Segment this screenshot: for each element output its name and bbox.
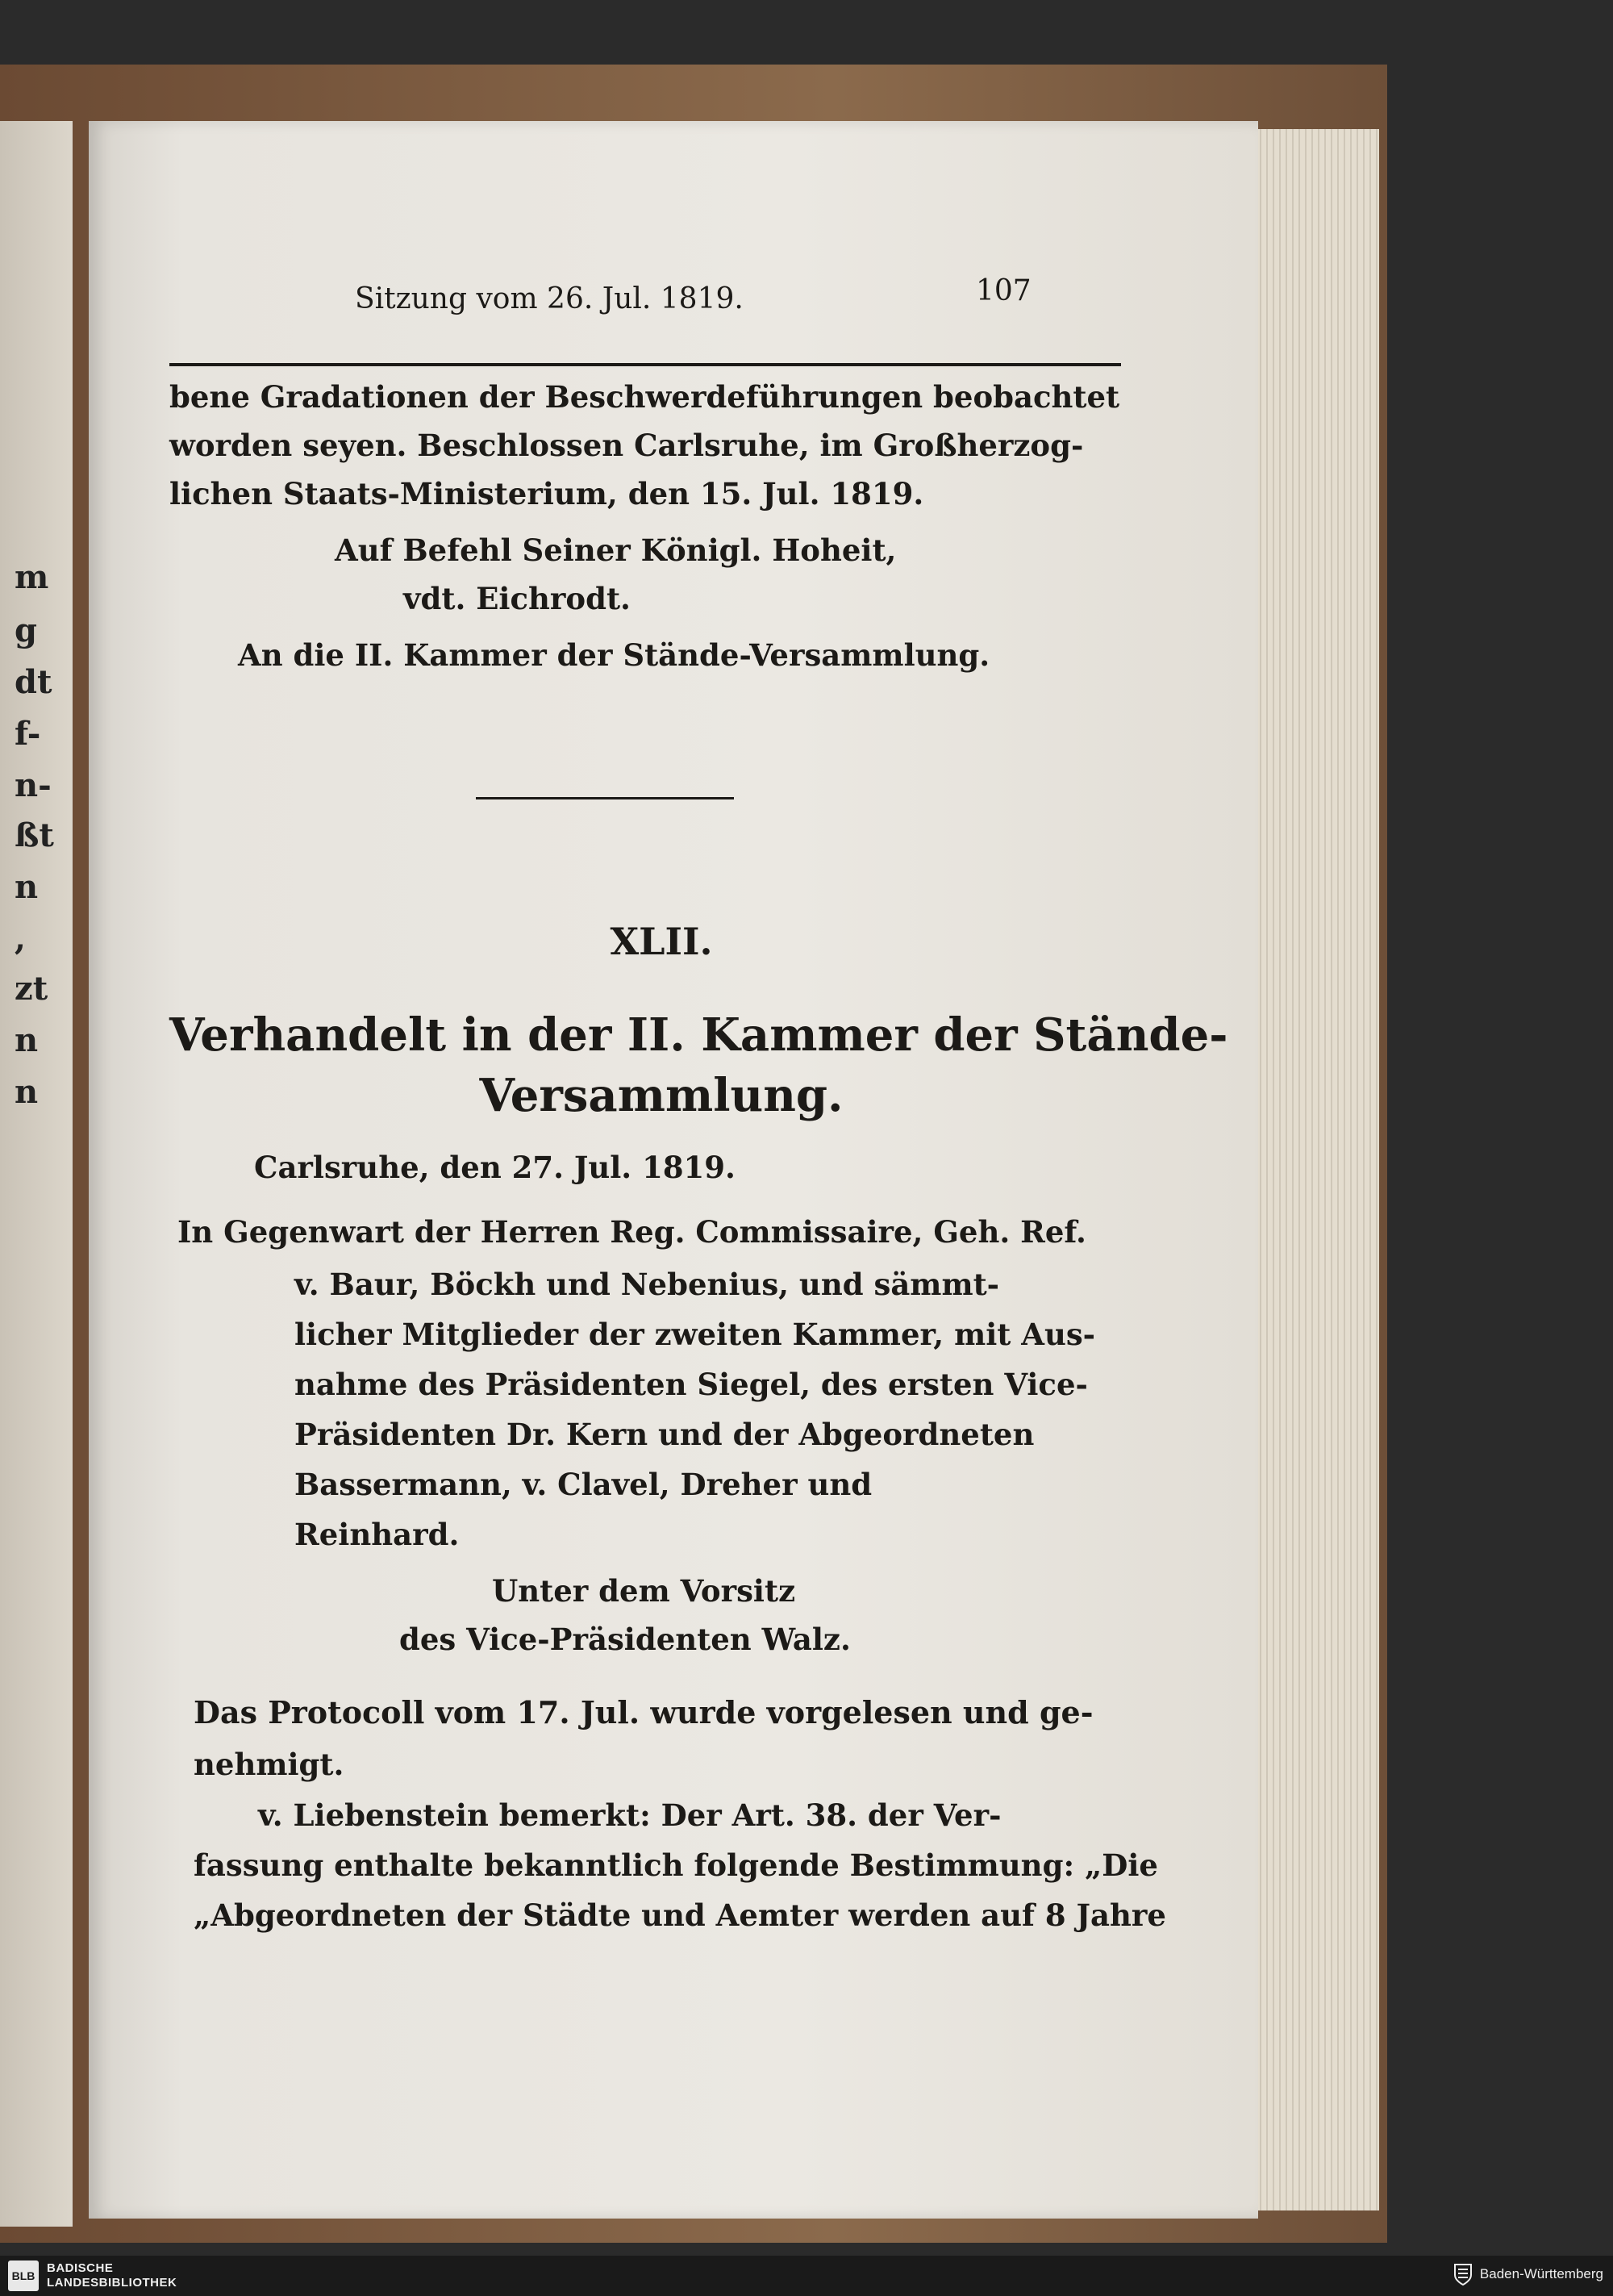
chair-line: des Vice-Präsidenten Walz.: [399, 1622, 851, 1657]
viewer-footer-bar: [0, 2256, 1613, 2296]
library-name-line1: BADISCHE: [47, 2261, 114, 2275]
left-fragment: zt: [15, 970, 48, 1008]
body-line: „Abgeordneten der Städte und Aemter werden auf 8 Jahre: [194, 1897, 1166, 1933]
presence-line: Bassermann, v. Clavel, Dreher und: [294, 1467, 873, 1502]
body-line: Das Protocoll vom 17. Jul. wurde vorgelesen und ge-: [194, 1694, 1094, 1730]
body-line: v. Liebenstein bemerkt: Der Art. 38. der Ver-: [258, 1797, 1002, 1833]
left-fragment: ,: [15, 920, 26, 958]
place-date: Carlsruhe, den 27. Jul. 1819.: [254, 1150, 736, 1185]
body-line: nehmigt.: [194, 1747, 344, 1782]
left-fragment: n: [15, 868, 39, 906]
left-fragment: m: [15, 558, 49, 596]
left-fragment: ßt: [15, 816, 54, 854]
left-fragment: n: [15, 1073, 39, 1111]
text-line: lichen Staats-Ministerium, den 15. Jul. 1819.: [169, 476, 924, 511]
presence-line: licher Mitglieder der zweiten Kammer, mit Aus-: [294, 1317, 1096, 1352]
body-line: fassung enthalte bekanntlich folgende Bestimmung: „Die: [194, 1847, 1158, 1883]
section-title: Verhandelt in der II. Kammer der Stände-: [169, 1008, 1228, 1062]
text-line: bene Gradationen der Beschwerdeführungen beobachtet: [169, 379, 1120, 415]
page-block-edges: [1242, 129, 1379, 2210]
header-rule: [169, 363, 1121, 366]
region-logo: [1453, 2262, 1603, 2286]
left-fragment: dt: [15, 663, 52, 701]
chair-line: Unter dem Vorsitz: [492, 1573, 796, 1609]
left-page-edge: [0, 121, 73, 2227]
presence-line: Präsidenten Dr. Kern und der Abgeordneten: [294, 1417, 1035, 1452]
section-separator: [476, 797, 734, 799]
running-title: Sitzung vom 26. Jul. 1819.: [355, 282, 744, 315]
page-number: 107: [976, 274, 1032, 307]
left-fragment: n: [15, 1021, 39, 1059]
blb-logo-icon: BLB: [8, 2261, 39, 2291]
order-line: Auf Befehl Seiner Königl. Hoheit,: [335, 532, 897, 568]
region-name: Baden-Württemberg: [1479, 2266, 1603, 2281]
presence-line: v. Baur, Böckh und Nebenius, und sämmt-: [294, 1267, 1000, 1302]
left-fragment: f-: [15, 715, 41, 753]
section-number: XLII.: [610, 920, 713, 963]
section-title-cont: Versammlung.: [479, 1069, 844, 1122]
text-line: worden seyen. Beschlossen Carlsruhe, im Großherzog-: [169, 428, 1084, 463]
coat-of-arms-icon: [1453, 2262, 1473, 2286]
library-logo: [8, 2261, 177, 2291]
presence-line: nahme des Präsidenten Siegel, des ersten Vice-: [294, 1367, 1088, 1402]
presence-line: Reinhard.: [294, 1517, 460, 1552]
book-page: [89, 121, 1258, 2219]
library-name-line2: LANDESBIBLIOTHEK: [47, 2276, 177, 2290]
addressee-line: An die II. Kammer der Stände-Versammlung.: [238, 637, 990, 673]
presence-line: In Gegenwart der Herren Reg. Commissaire, Geh. Ref.: [177, 1214, 1086, 1250]
left-fragment: g: [15, 612, 37, 649]
left-fragment: n-: [15, 766, 52, 804]
signature-line: vdt. Eichrodt.: [403, 581, 631, 616]
